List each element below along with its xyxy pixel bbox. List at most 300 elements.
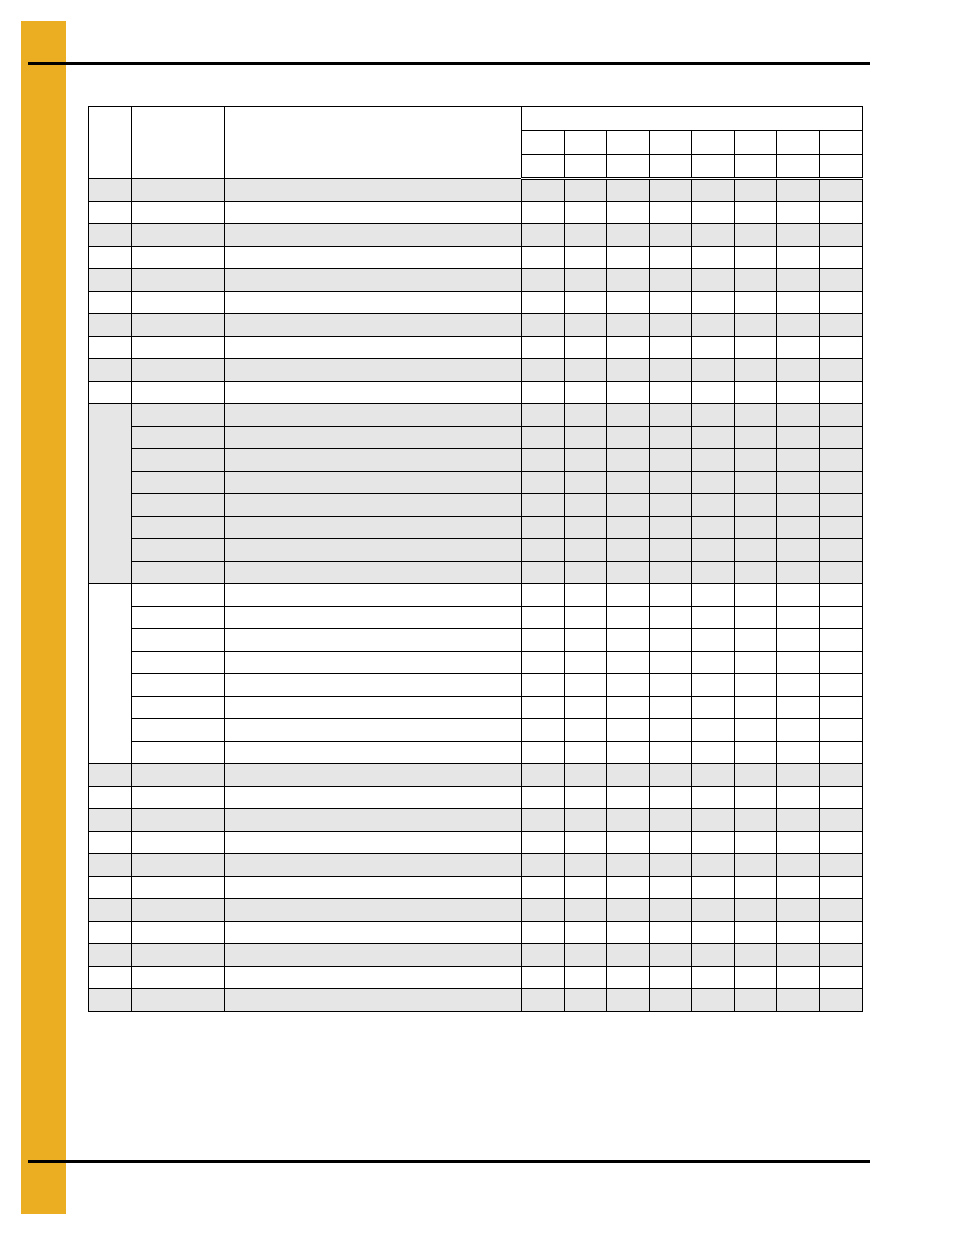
quantity-cell — [650, 786, 692, 809]
description-cell — [225, 719, 522, 742]
part-number-header — [132, 107, 225, 179]
quantity-cell — [692, 539, 735, 562]
quantity-cell — [735, 966, 777, 989]
ref-cell — [89, 291, 132, 314]
quantity-cell — [735, 291, 777, 314]
quantity-cell — [650, 674, 692, 697]
part-number-cell — [132, 606, 225, 629]
description-cell — [225, 561, 522, 584]
quantity-cell — [565, 494, 607, 517]
quantity-cell — [735, 696, 777, 719]
quantity-subheader — [522, 131, 565, 155]
quantity-cell — [735, 246, 777, 269]
quantity-cell — [650, 539, 692, 562]
part-number-cell — [132, 179, 225, 202]
quantity-cell — [607, 606, 650, 629]
quantity-cell — [650, 426, 692, 449]
quantity-cell — [650, 629, 692, 652]
quantity-cell — [777, 426, 820, 449]
quantity-cell — [777, 561, 820, 584]
quantity-cell — [565, 966, 607, 989]
quantity-cell — [820, 561, 863, 584]
quantity-cell — [522, 921, 565, 944]
quantity-cell — [777, 899, 820, 922]
description-cell — [225, 809, 522, 832]
quantity-cell — [522, 359, 565, 382]
quantity-cell — [777, 404, 820, 427]
quantity-cell — [522, 629, 565, 652]
table-row — [89, 606, 863, 629]
quantity-cell — [777, 291, 820, 314]
quantity-cell — [735, 561, 777, 584]
quantity-cell — [777, 201, 820, 224]
quantity-cell — [820, 786, 863, 809]
quantity-subheader-value — [522, 155, 565, 179]
quantity-cell — [692, 764, 735, 787]
part-number-cell — [132, 269, 225, 292]
quantity-cell — [650, 876, 692, 899]
quantity-cell — [820, 359, 863, 382]
quantity-cell — [650, 246, 692, 269]
quantity-cell — [522, 831, 565, 854]
quantity-cell — [565, 471, 607, 494]
ref-header — [89, 107, 132, 179]
quantity-cell — [607, 876, 650, 899]
quantity-cell — [565, 741, 607, 764]
quantity-cell — [777, 989, 820, 1012]
quantity-cell — [692, 584, 735, 607]
table-row — [89, 831, 863, 854]
description-cell — [225, 966, 522, 989]
quantity-cell — [777, 314, 820, 337]
part-number-cell — [132, 944, 225, 967]
quantity-cell — [820, 314, 863, 337]
description-cell — [225, 224, 522, 247]
quantity-cell — [522, 179, 565, 202]
ref-cell — [89, 899, 132, 922]
quantity-cell — [692, 246, 735, 269]
quantity-cell — [692, 786, 735, 809]
quantity-cell — [607, 831, 650, 854]
ref-cell — [89, 584, 132, 764]
quantity-cell — [607, 179, 650, 202]
quantity-cell — [735, 944, 777, 967]
quantity-subheader — [607, 131, 650, 155]
quantity-cell — [522, 719, 565, 742]
quantity-cell — [607, 696, 650, 719]
quantity-cell — [565, 336, 607, 359]
quantity-subheader-value — [820, 155, 863, 179]
quantity-cell — [607, 944, 650, 967]
ref-cell — [89, 876, 132, 899]
quantity-cell — [777, 584, 820, 607]
quantity-cell — [735, 674, 777, 697]
quantity-cell — [565, 584, 607, 607]
quantity-subheader — [820, 131, 863, 155]
quantity-cell — [777, 764, 820, 787]
quantity-cell — [692, 876, 735, 899]
quantity-cell — [777, 336, 820, 359]
quantity-cell — [607, 269, 650, 292]
description-cell — [225, 426, 522, 449]
quantity-cell — [522, 966, 565, 989]
quantity-cell — [650, 831, 692, 854]
quantity-cell — [820, 246, 863, 269]
quantity-cell — [607, 651, 650, 674]
quantity-cell — [565, 899, 607, 922]
quantity-cell — [607, 719, 650, 742]
quantity-cell — [607, 516, 650, 539]
quantity-cell — [522, 786, 565, 809]
table-row — [89, 269, 863, 292]
part-number-cell — [132, 651, 225, 674]
quantity-cell — [777, 674, 820, 697]
quantity-cell — [692, 629, 735, 652]
quantity-cell — [565, 696, 607, 719]
quantity-cell — [607, 224, 650, 247]
quantity-cell — [522, 381, 565, 404]
quantity-cell — [777, 944, 820, 967]
quantity-cell — [777, 921, 820, 944]
quantity-cell — [607, 201, 650, 224]
quantity-cell — [607, 809, 650, 832]
ref-cell — [89, 269, 132, 292]
quantity-cell — [607, 989, 650, 1012]
quantity-cell — [607, 674, 650, 697]
quantity-cell — [692, 966, 735, 989]
description-cell — [225, 651, 522, 674]
quantity-cell — [565, 359, 607, 382]
ref-cell — [89, 966, 132, 989]
table-row — [89, 944, 863, 967]
quantity-cell — [820, 584, 863, 607]
quantity-cell — [522, 516, 565, 539]
quantity-cell — [565, 854, 607, 877]
quantity-cell — [607, 246, 650, 269]
description-cell — [225, 246, 522, 269]
quantity-subheader — [565, 131, 607, 155]
quantity-cell — [735, 426, 777, 449]
quantity-cell — [650, 404, 692, 427]
quantity-cell — [607, 494, 650, 517]
quantity-cell — [777, 494, 820, 517]
table-row — [89, 966, 863, 989]
description-cell — [225, 404, 522, 427]
description-cell — [225, 989, 522, 1012]
description-cell — [225, 674, 522, 697]
quantity-cell — [522, 426, 565, 449]
table-row — [89, 989, 863, 1012]
quantity-cell — [692, 696, 735, 719]
quantity-cell — [692, 606, 735, 629]
quantity-cell — [777, 224, 820, 247]
quantity-cell — [692, 449, 735, 472]
description-cell — [225, 539, 522, 562]
table-row — [89, 719, 863, 742]
table-row — [89, 246, 863, 269]
quantity-cell — [522, 809, 565, 832]
description-cell — [225, 696, 522, 719]
quantity-cell — [692, 944, 735, 967]
quantity-cell — [522, 651, 565, 674]
part-number-cell — [132, 831, 225, 854]
quantity-cell — [735, 404, 777, 427]
quantity-cell — [692, 854, 735, 877]
quantity-cell — [692, 494, 735, 517]
quantity-cell — [522, 944, 565, 967]
table-row — [89, 899, 863, 922]
quantity-cell — [607, 561, 650, 584]
parts-table — [88, 106, 863, 1012]
quantity-cell — [735, 921, 777, 944]
description-cell — [225, 921, 522, 944]
quantity-cell — [607, 426, 650, 449]
part-number-cell — [132, 314, 225, 337]
quantity-cell — [820, 809, 863, 832]
quantity-cell — [650, 944, 692, 967]
quantity-cell — [692, 179, 735, 202]
table-row — [89, 314, 863, 337]
quantity-cell — [607, 449, 650, 472]
quantity-cell — [735, 989, 777, 1012]
quantity-cell — [565, 291, 607, 314]
ref-cell — [89, 381, 132, 404]
table-row — [89, 179, 863, 202]
part-number-cell — [132, 741, 225, 764]
part-number-cell — [132, 449, 225, 472]
ref-cell — [89, 764, 132, 787]
quantity-cell — [777, 359, 820, 382]
quantity-cell — [650, 516, 692, 539]
part-number-cell — [132, 674, 225, 697]
description-cell — [225, 606, 522, 629]
table-row — [89, 494, 863, 517]
table-row — [89, 876, 863, 899]
quantity-cell — [735, 651, 777, 674]
description-cell — [225, 449, 522, 472]
quantity-cell — [777, 651, 820, 674]
quantity-cell — [820, 921, 863, 944]
quantity-group-header — [522, 107, 863, 131]
quantity-cell — [735, 809, 777, 832]
quantity-cell — [522, 606, 565, 629]
ref-cell — [89, 944, 132, 967]
quantity-cell — [565, 606, 607, 629]
description-cell — [225, 494, 522, 517]
part-number-cell — [132, 719, 225, 742]
quantity-cell — [692, 269, 735, 292]
quantity-cell — [565, 426, 607, 449]
description-cell — [225, 876, 522, 899]
table-row — [89, 674, 863, 697]
quantity-cell — [565, 831, 607, 854]
quantity-cell — [607, 359, 650, 382]
quantity-cell — [522, 269, 565, 292]
part-number-cell — [132, 629, 225, 652]
table-row — [89, 404, 863, 427]
quantity-cell — [692, 201, 735, 224]
table-body — [89, 179, 863, 1012]
quantity-cell — [777, 696, 820, 719]
quantity-cell — [565, 314, 607, 337]
quantity-cell — [522, 449, 565, 472]
part-number-cell — [132, 764, 225, 787]
part-number-cell — [132, 989, 225, 1012]
quantity-cell — [820, 471, 863, 494]
quantity-cell — [692, 719, 735, 742]
quantity-subheader-value — [692, 155, 735, 179]
quantity-subheader-value — [565, 155, 607, 179]
part-number-cell — [132, 246, 225, 269]
quantity-cell — [650, 651, 692, 674]
quantity-cell — [565, 786, 607, 809]
quantity-cell — [607, 584, 650, 607]
description-cell — [225, 764, 522, 787]
quantity-cell — [735, 269, 777, 292]
description-cell — [225, 179, 522, 202]
quantity-cell — [777, 854, 820, 877]
ref-cell — [89, 336, 132, 359]
quantity-cell — [735, 449, 777, 472]
quantity-cell — [565, 764, 607, 787]
quantity-cell — [565, 449, 607, 472]
part-number-cell — [132, 786, 225, 809]
quantity-cell — [820, 404, 863, 427]
ref-cell — [89, 989, 132, 1012]
part-number-cell — [132, 876, 225, 899]
quantity-cell — [607, 764, 650, 787]
quantity-cell — [650, 471, 692, 494]
quantity-cell — [735, 584, 777, 607]
ref-cell — [89, 786, 132, 809]
quantity-cell — [777, 629, 820, 652]
quantity-cell — [607, 539, 650, 562]
table-row — [89, 336, 863, 359]
part-number-cell — [132, 381, 225, 404]
quantity-cell — [735, 336, 777, 359]
quantity-cell — [820, 224, 863, 247]
quantity-cell — [522, 741, 565, 764]
quantity-cell — [565, 674, 607, 697]
part-number-cell — [132, 584, 225, 607]
quantity-cell — [820, 381, 863, 404]
part-number-cell — [132, 494, 225, 517]
quantity-cell — [565, 809, 607, 832]
table-row — [89, 224, 863, 247]
quantity-cell — [777, 179, 820, 202]
quantity-cell — [607, 381, 650, 404]
quantity-cell — [522, 584, 565, 607]
quantity-cell — [820, 696, 863, 719]
quantity-cell — [522, 291, 565, 314]
quantity-cell — [777, 606, 820, 629]
quantity-cell — [820, 291, 863, 314]
quantity-cell — [607, 741, 650, 764]
table-row — [89, 516, 863, 539]
quantity-cell — [650, 561, 692, 584]
quantity-cell — [522, 899, 565, 922]
quantity-cell — [565, 404, 607, 427]
table-row — [89, 359, 863, 382]
quantity-cell — [650, 741, 692, 764]
table-row — [89, 809, 863, 832]
quantity-cell — [522, 764, 565, 787]
quantity-cell — [607, 314, 650, 337]
quantity-cell — [735, 359, 777, 382]
quantity-cell — [735, 854, 777, 877]
ref-cell — [89, 201, 132, 224]
ref-cell — [89, 404, 132, 584]
quantity-cell — [565, 719, 607, 742]
quantity-cell — [735, 629, 777, 652]
quantity-cell — [820, 764, 863, 787]
part-number-cell — [132, 404, 225, 427]
quantity-cell — [777, 876, 820, 899]
quantity-cell — [735, 516, 777, 539]
quantity-cell — [735, 876, 777, 899]
quantity-subheader-value — [650, 155, 692, 179]
quantity-cell — [522, 854, 565, 877]
quantity-subheader — [692, 131, 735, 155]
part-number-cell — [132, 291, 225, 314]
quantity-cell — [650, 809, 692, 832]
quantity-cell — [650, 899, 692, 922]
description-cell — [225, 516, 522, 539]
quantity-cell — [735, 471, 777, 494]
table-row — [89, 584, 863, 607]
quantity-cell — [650, 966, 692, 989]
quantity-cell — [820, 854, 863, 877]
description-cell — [225, 336, 522, 359]
table-row — [89, 291, 863, 314]
description-cell — [225, 381, 522, 404]
quantity-cell — [820, 516, 863, 539]
description-cell — [225, 741, 522, 764]
quantity-cell — [692, 651, 735, 674]
quantity-cell — [777, 381, 820, 404]
description-cell — [225, 291, 522, 314]
quantity-cell — [522, 224, 565, 247]
quantity-cell — [650, 224, 692, 247]
quantity-cell — [820, 336, 863, 359]
quantity-cell — [607, 854, 650, 877]
quantity-cell — [820, 719, 863, 742]
quantity-cell — [692, 899, 735, 922]
quantity-cell — [650, 854, 692, 877]
quantity-cell — [735, 899, 777, 922]
quantity-cell — [607, 404, 650, 427]
quantity-cell — [820, 876, 863, 899]
quantity-cell — [607, 899, 650, 922]
quantity-cell — [692, 224, 735, 247]
quantity-cell — [692, 314, 735, 337]
quantity-cell — [692, 336, 735, 359]
description-cell — [225, 269, 522, 292]
quantity-cell — [692, 561, 735, 584]
description-cell — [225, 786, 522, 809]
quantity-cell — [777, 719, 820, 742]
quantity-cell — [607, 291, 650, 314]
part-number-cell — [132, 539, 225, 562]
description-header — [225, 107, 522, 179]
quantity-cell — [777, 966, 820, 989]
quantity-cell — [650, 584, 692, 607]
quantity-cell — [820, 651, 863, 674]
quantity-cell — [735, 719, 777, 742]
quantity-cell — [777, 539, 820, 562]
description-cell — [225, 584, 522, 607]
description-cell — [225, 359, 522, 382]
